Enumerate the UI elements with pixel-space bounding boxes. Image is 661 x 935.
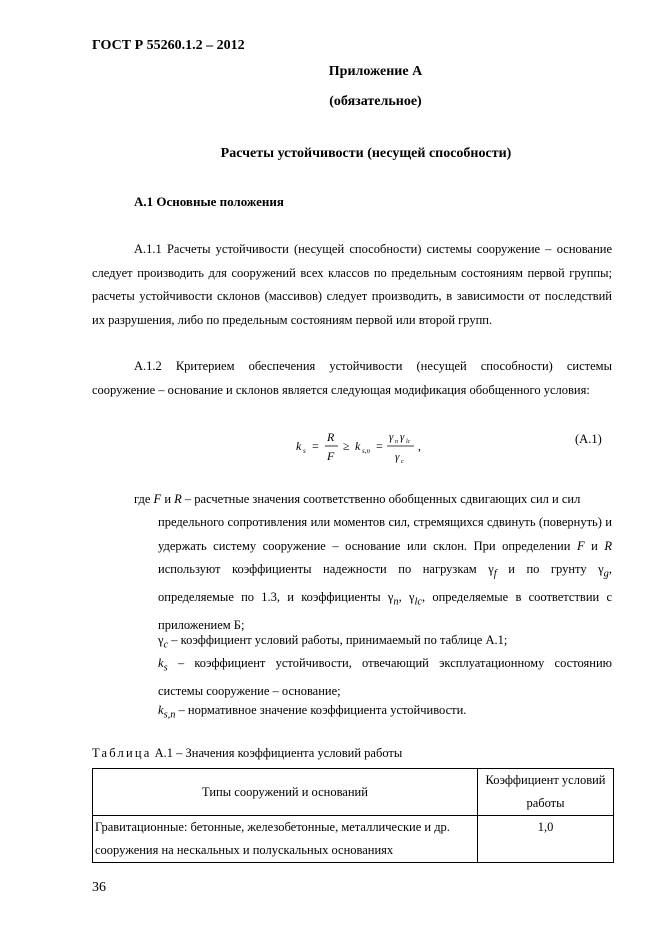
table-header-types: Типы сооружений и оснований <box>93 769 478 816</box>
def-symbol-r: R <box>604 538 612 553</box>
def-symbol-f: F <box>576 538 585 553</box>
formula-eq2: = <box>376 439 383 453</box>
page-number: 36 <box>92 880 106 895</box>
def-sub-f: f <box>493 568 497 580</box>
def3-symbol: k <box>158 656 164 670</box>
def4-sub: s,n <box>163 709 176 721</box>
where-intro: где <box>134 492 151 506</box>
def-text-c: используют коэффициенты надежности по нагрузкам γ <box>158 562 494 576</box>
paragraph-a12: А.1.2 Критерием обеспечения устойчивости (несущей способности) системы сооружение – основание и склонов является следующая модификация обобщенного условия: <box>92 359 612 397</box>
def-sub-g: g <box>603 568 609 580</box>
formula-geq: ≥ <box>343 439 350 453</box>
def-sub-lc: lc <box>414 596 422 608</box>
def3-text: – коэффициент устойчивости, отвечающий эксплуатационному состоянию системы сооружение – основание; <box>158 656 612 698</box>
definition-fr-start: – расчетные значения соответственно обобщенных сдвигающих сил и сил <box>181 492 581 506</box>
formula-lhs-sub: s <box>303 447 306 455</box>
where-and: и <box>164 492 172 506</box>
appendix-title: Расчеты устойчивости (несущей способности) <box>220 146 512 161</box>
work-conditions-table <box>92 768 614 863</box>
formula-number: (А.1) <box>575 432 602 446</box>
def-text-i: , определяемые в соответствии с приложением Б; <box>158 590 612 632</box>
table-caption-text: А.1 – Значения коэффициента условий работы <box>151 746 403 760</box>
definition-ks <box>158 652 612 704</box>
table-cell-value: 1,0 <box>478 816 614 863</box>
section-heading: А.1 Основные положения <box>134 194 284 209</box>
def-sub-n: n <box>393 596 399 608</box>
symbol-f: F <box>153 492 162 506</box>
table-caption-word: Таблица <box>92 746 152 760</box>
stability-formula <box>290 428 490 468</box>
def4-symbol: k <box>158 703 164 717</box>
paragraph-a11: А.1.1 Расчеты устойчивости (несущей способности) системы сооружение – основание следует производить для сооружений всех классов по предельным состояниям первой группы; расчеты устойчивости склонов (массивов) следует производить, в зависимости от последствий их разрушения, либо по предельным состояниям первой или второй групп. <box>92 242 612 327</box>
formula-num2a-sub: n <box>395 439 398 445</box>
formula-den1: F <box>327 449 335 463</box>
formula-den2-sub: c <box>401 459 404 465</box>
def4-text: – нормативное значение коэффициента устойчивости. <box>175 703 467 717</box>
document-code: ГОСТ Р 55260.1.2 – 2012 <box>92 38 245 53</box>
formula-den2: γ <box>395 451 400 463</box>
formula-eq1: = <box>312 439 319 453</box>
formula-mid: k <box>355 439 361 453</box>
formula-mid-sub: s,n <box>362 447 370 455</box>
table-header-row <box>93 769 614 816</box>
formula-num1: R <box>327 430 335 444</box>
def2-text: – коэффициент условий работы, принимаемый по таблице А.1; <box>168 633 508 647</box>
def2-symbol: γ <box>158 633 164 647</box>
definition-ksn <box>158 699 612 727</box>
definition-fr-body <box>158 511 612 638</box>
formula-num2b-sub: lc <box>406 439 411 445</box>
table-caption <box>92 746 402 761</box>
table-cell-type: Гравитационные: бетонные, железобетонные, металлические и др. сооружения на нескальных и полускальных основаниях <box>93 816 478 863</box>
appendix-status: (обязательное) <box>329 94 422 109</box>
formula-comma: , <box>418 439 421 453</box>
def-text-h: , γ <box>398 590 415 604</box>
def2-sub: c <box>163 639 169 651</box>
def3-sub: s <box>163 662 168 674</box>
def-text-d: и по грунту γ <box>496 562 604 576</box>
formula-lhs: k <box>296 439 302 453</box>
where-line <box>134 488 612 512</box>
table-row <box>93 816 614 863</box>
formula-num2b: γ <box>400 431 405 443</box>
formula-num2a: γ <box>389 431 394 443</box>
def-text-b: предельного сопротивления или моментов сил, стремящихся сдвинуть (повернуть) и удержать систему сооружение – основание или склон. При определении <box>158 515 612 553</box>
def-text-e: , определяемые по 1.3, и коэффициенты γ <box>158 562 612 604</box>
def-and: и <box>584 538 605 553</box>
appendix-label: Приложение А <box>328 64 423 79</box>
symbol-r: R <box>174 492 182 506</box>
table-header-coefficient: Коэффициент условий работы <box>478 769 614 816</box>
